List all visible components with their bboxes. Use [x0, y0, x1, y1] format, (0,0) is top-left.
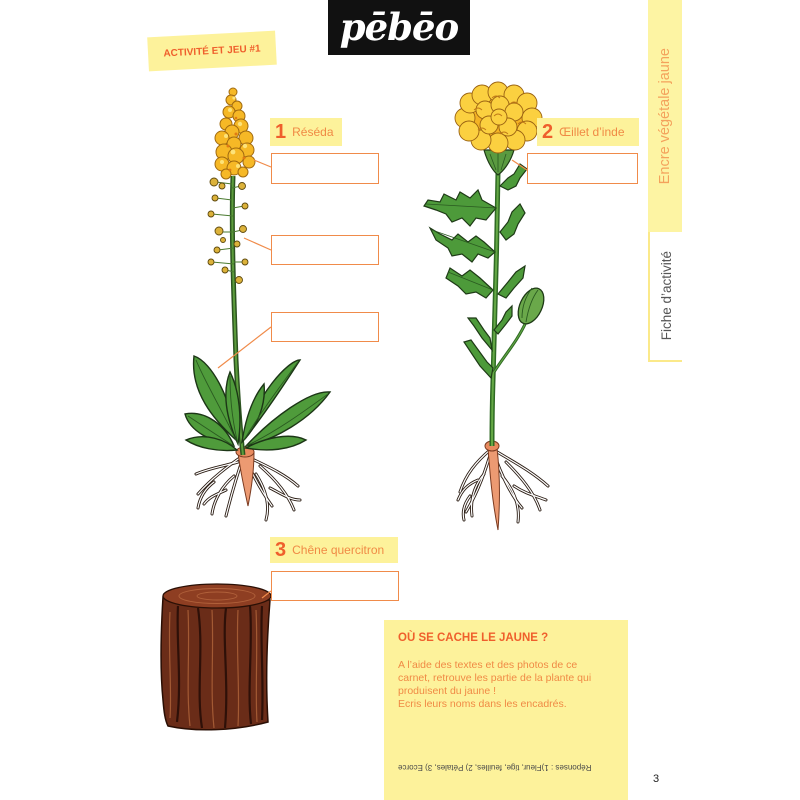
plant-name: Œillet d’inde: [559, 125, 625, 139]
side-tab-primary-text: Encre végétale jaune: [657, 47, 673, 185]
connector-line: [512, 160, 527, 170]
answer-box: [527, 153, 638, 184]
answer-box: [271, 153, 379, 184]
info-text: [398, 659, 614, 711]
side-tab-secondary-text: Fiche d’activité: [658, 251, 674, 341]
marigold-roots: [458, 441, 548, 530]
connector-line: [254, 160, 271, 167]
plant-label-marigold: [537, 118, 639, 146]
reseda-flower-spike: [215, 88, 255, 179]
connector-line: [262, 591, 271, 598]
reseda-leaves: [185, 356, 330, 451]
info-title: OÙ SE CACHE LE JAUNE ?: [398, 632, 549, 644]
connector-line: [218, 327, 271, 368]
reseda-roots: [196, 447, 300, 520]
oak-trunk: [161, 584, 271, 730]
plant-number: 2: [542, 120, 554, 143]
plant-number: 1: [275, 120, 287, 143]
plant-name: Réséda: [292, 125, 334, 139]
connector-line: [244, 238, 271, 250]
answer-box: [271, 571, 399, 601]
marigold-calyx: [484, 150, 514, 175]
activity-label-text: ACTIVITÉ ET JEU #1: [163, 42, 261, 60]
marigold-flower-head: [455, 82, 542, 153]
answers-upside-down: Réponses : 1)Fleur, tige, feuilles, 2) Pétales, 3) Ecorce: [398, 763, 592, 772]
reseda-buds: [208, 178, 248, 284]
info-text-line: A l’aide des textes et des photos de ce: [398, 659, 578, 671]
connector-lines: [218, 160, 527, 598]
answer-box: [271, 312, 379, 342]
page-number: 3: [653, 773, 660, 785]
plant-name: Chêne quercitron: [292, 543, 385, 557]
plant-label-reseda: [270, 118, 342, 146]
marigold-stem: [492, 172, 526, 446]
marigold-plant: [424, 82, 549, 530]
reseda-stem: [232, 176, 243, 455]
info-text-line: carnet, retrouve les partie de la plante qui: [398, 672, 592, 684]
side-tab-secondary: [648, 232, 682, 362]
marigold-leaves: [424, 164, 527, 378]
marigold-bud: [513, 284, 549, 328]
answer-box: [271, 235, 379, 265]
brand-logo-text: pēbēo: [339, 5, 459, 49]
info-text-line: Ecris leurs noms dans les encadrés.: [398, 698, 567, 710]
info-box: [384, 620, 628, 800]
side-tab-primary: [648, 0, 682, 232]
plant-number: 3: [275, 538, 287, 561]
info-text-line: produisent du jaune !: [398, 685, 497, 697]
activity-label: [147, 31, 277, 72]
plant-label-oak: [270, 537, 398, 563]
brand-logo: [328, 0, 470, 55]
